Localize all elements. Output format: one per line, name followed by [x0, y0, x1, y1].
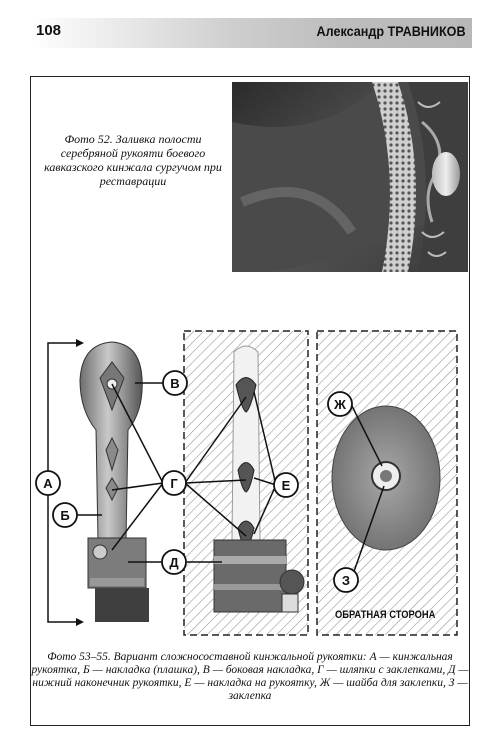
label-b: Б: [60, 508, 70, 523]
label-e: Е: [281, 478, 291, 493]
label-d: Д: [169, 555, 179, 570]
label-a: А: [43, 476, 53, 491]
label-v: В: [170, 376, 180, 391]
photo-53-dagger-hilt: [80, 342, 149, 622]
photo-55-reverse-disc: [332, 406, 440, 550]
photos-53-55-caption: Фото 53–55. Вариант сложносоставной кинжальной рукоятки: А — кинжальная рукоятка, Б — накладка (плашка), В — боковая накладка, Г — шляпки с заклепками, Д — нижний наконечник рукоятки, Е — накладка на рукоятку, Ж — шайба для заклепки, З — заклепка: [31, 651, 469, 702]
reverse-side-label: ОБРАТНАЯ СТОРОНА: [335, 609, 436, 621]
label-zh: Ж: [334, 397, 346, 412]
label-g: Г: [170, 476, 178, 491]
photo-52-caption: Фото 52. Заливка полости серебряной рукояти боевого кавказского кинжала сургучом при реставрации: [44, 132, 222, 188]
label-z: З: [341, 573, 351, 588]
running-header-author: Александр ТРАВНИКОВ: [316, 23, 466, 39]
page-number: 108: [36, 22, 62, 39]
